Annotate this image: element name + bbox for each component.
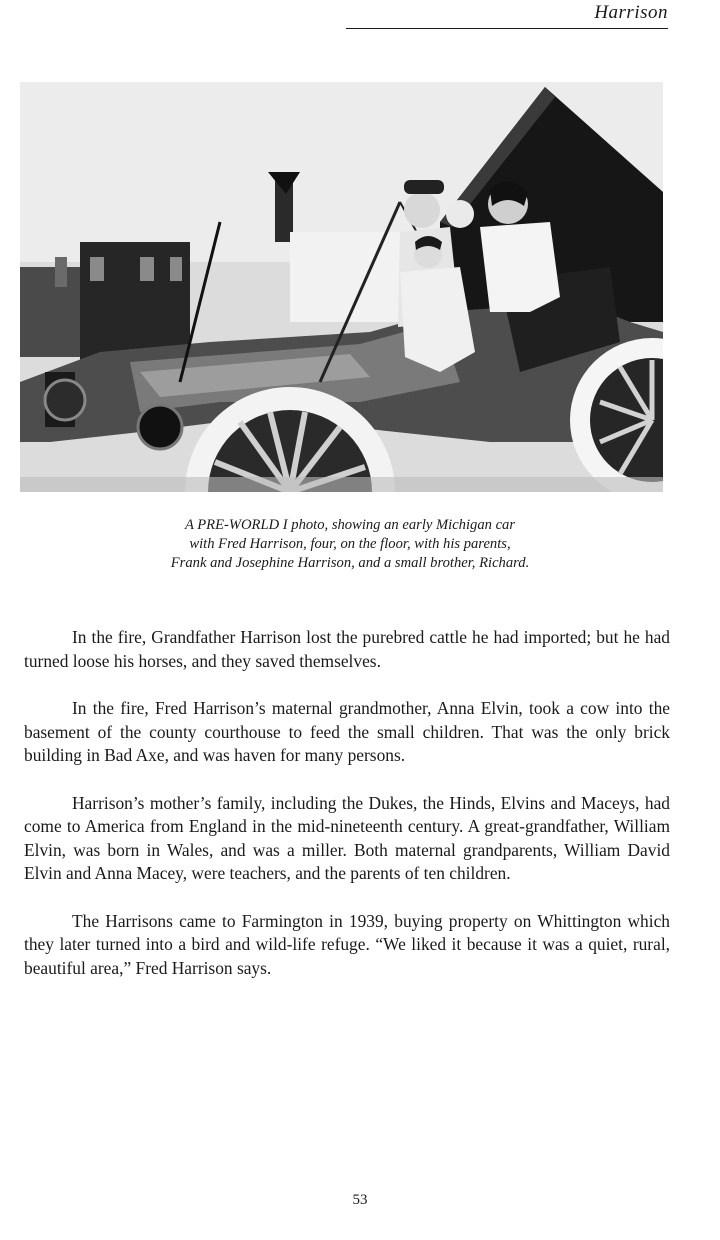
paragraph: Harrison’s mother’s family, including the Dukes, the Hinds, Elvins and Maceys, had come to America from England in the mid-nineteenth century. A great-grandfather, William Elvin, was born in Wales, and was a miller. Both maternal grandparents, William David Elvin and Anna Macey, were teachers, and the parents of ten children. [24,792,670,883]
caption-line: Frank and Josephine Harrison, and a small brother, Richard. [170,555,530,571]
caption-line: with Fred Harrison, four, on the floor, with his parents, [189,536,511,552]
photo-illustration [20,82,663,492]
paragraph: The Harrisons came to Farmington in 1939, buying property on Whittington which they later turned into a bird and wild-life refuge. “We liked it because it was a quiet, rural, beautiful area,” Fred Harrison says. [24,910,670,978]
photo-caption [110,516,590,573]
page-number: 53 [352,1192,368,1208]
running-head: Harrison [594,2,668,23]
vintage-car-photo [20,82,663,492]
caption-line: A PRE-WORLD I photo, showing an early Michigan car [184,517,516,533]
paragraph: In the fire, Grandfather Harrison lost the purebred cattle he had imported; but he had turned loose his horses, and they saved themselves. [24,627,670,671]
paragraph: In the fire, Fred Harrison’s maternal grandmother, Anna Elvin, took a cow into the basement of the county courthouse to feed the small children. That was the only brick building in Bad Axe, and was haven for many persons. [24,698,670,765]
header-rule [346,28,668,29]
body-text [24,626,670,1004]
